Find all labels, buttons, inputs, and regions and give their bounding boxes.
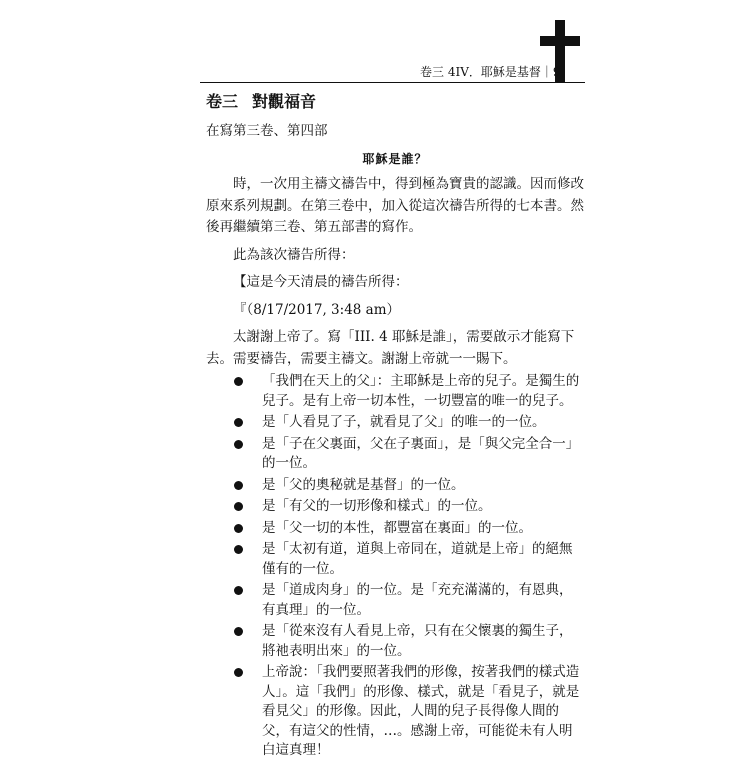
bullet-icon: [234, 586, 243, 595]
bullet-icon: [234, 377, 243, 386]
list-item: 「我們在天上的父」：主耶穌是上帝的兒子。是獨生的兒子。是有上帝一切本性，一切豐富的唯一的兒子。: [206, 372, 584, 411]
running-header: 卷三 4IV．耶穌是基督｜9: [420, 65, 561, 79]
header-rule: [200, 82, 585, 83]
bullet-icon: [234, 502, 243, 511]
bullet-icon: [234, 418, 243, 427]
list-item: 是「有父的一切形像和樣式」的一位。: [206, 497, 584, 517]
list-item: 是「人看見了子，就看見了父」的唯一的一位。: [206, 413, 584, 433]
list-item: 是「父一切的本性，都豐富在裏面」的一位。: [206, 519, 584, 539]
list-item: 是「從來沒有人看見上帝，只有在父懷裏的獨生子，將祂表明出來」的一位。: [206, 622, 584, 661]
bullet-icon: [234, 668, 243, 677]
bullet-list: [206, 372, 584, 761]
list-item: 是「太初有道，道與上帝同在，道就是上帝」的絕無僅有的一位。: [206, 540, 584, 579]
paragraph-date: 『（8/17/2017, 3:48 am）: [233, 301, 401, 318]
bullet-icon: [234, 524, 243, 533]
bullet-icon: [234, 481, 243, 490]
list-item: 上帝說：「我們要照著我們的形像，按著我們的樣式造人」。這「我們」的形像、樣式，就是「看見子，就是看見父」的形像。因此，人間的兒子長得像人間的父，有這父的性情，…。感謝上帝，可能從未有人明白這真理！: [206, 663, 584, 761]
bullet-icon: [234, 545, 243, 554]
paragraph-intro: 時，一次用主禱文禱告中，得到極為寶貴的認識。因而修改原來系列規劃。在第三卷中，加入從這次禱告所得的七本書。然後再繼續第三卷、第五部書的寫作。: [206, 176, 584, 235]
paragraph-quote-open: 【這是今天清晨的禱告所得：: [233, 274, 409, 290]
bullet-icon: [234, 440, 243, 449]
paragraph-thanks: 太謝謝上帝了。寫「III. 4 耶穌是誰」，需要啟示才能寫下去。需要禱告，需要主禱文。謝謝上帝就一一賜下。: [206, 329, 575, 367]
subtitle: 在寫第三卷、第四部: [206, 123, 328, 139]
list-item: 是「父的奧秘就是基督」的一位。: [206, 476, 584, 496]
chapter-name: 對觀福音: [252, 92, 317, 111]
page-content: [206, 92, 584, 763]
chapter-title: [206, 92, 584, 112]
list-item: 是「道成肉身」的一位。是「充充滿滿的，有恩典，有真理」的一位。: [206, 581, 584, 620]
list-item: 是「子在父裏面，父在子裏面」，是「與父完全合一」的一位。: [206, 435, 584, 474]
bullet-icon: [234, 627, 243, 636]
section-heading: 耶穌是誰？: [362, 152, 428, 166]
chapter-number: 卷三: [206, 92, 239, 111]
paragraph-prayer-intro: 此為該次禱告所得：: [233, 246, 355, 263]
